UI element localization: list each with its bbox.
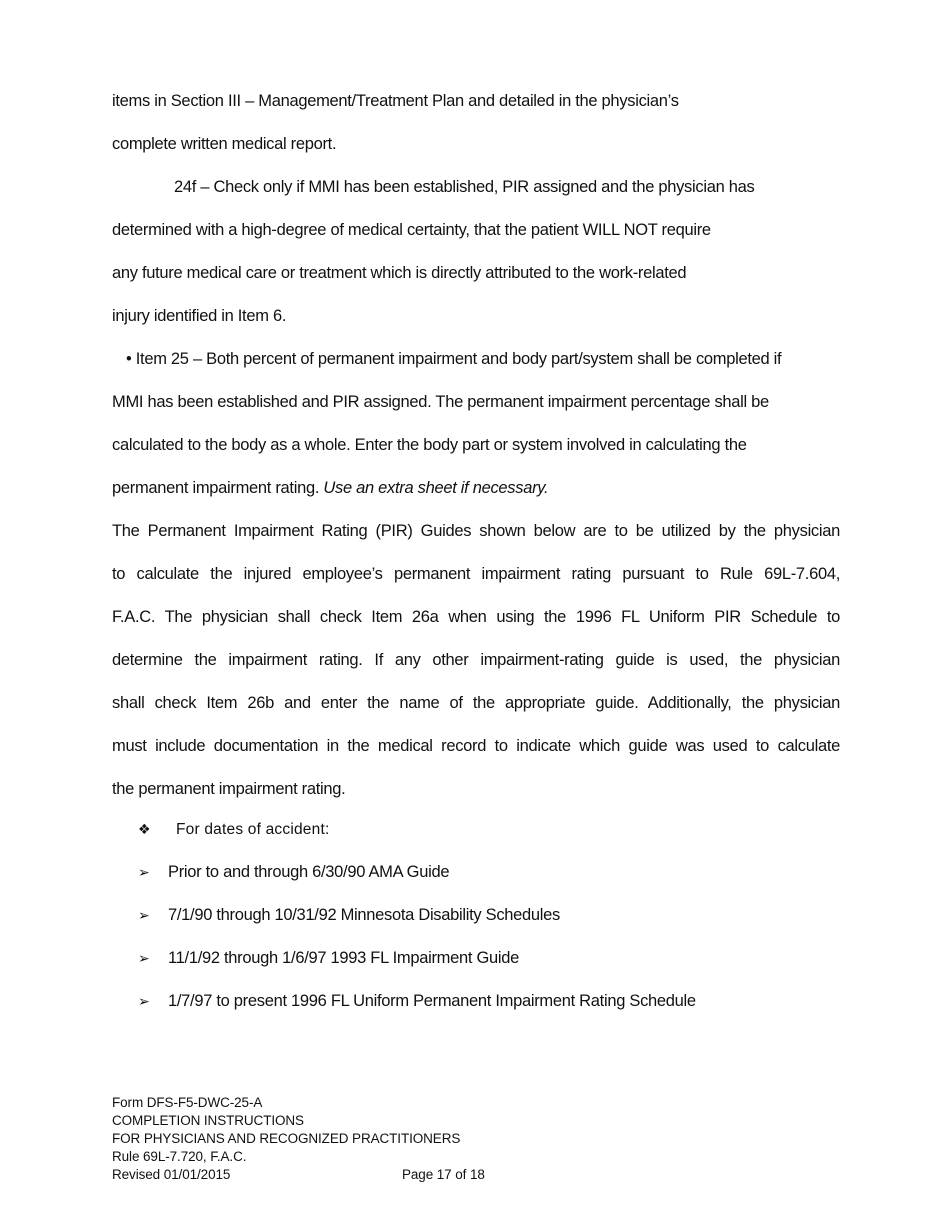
pir-paragraph-line: shall check Item 26b and enter the name of the appropriate guide. Additionally, the physician xyxy=(112,694,840,712)
body-line: injury identified in Item 6. xyxy=(112,307,287,325)
revised-date: Revised 01/01/2015 xyxy=(112,1167,231,1182)
list-item-text: 7/1/90 through 10/31/92 Minnesota Disability Schedules xyxy=(168,906,560,924)
body-line: items in Section III – Management/Treatment Plan and detailed in the physician’s xyxy=(112,92,679,110)
list-item xyxy=(138,937,696,980)
arrow-bullet-icon: ➢ xyxy=(138,864,150,880)
pir-paragraph-line: to calculate the injured employee’s permanent impairment rating pursuant to Rule 69L-7.604, xyxy=(112,565,840,583)
diamond-bullet-icon: ❖ xyxy=(138,821,151,837)
form-number: Form DFS-F5-DWC-25-A xyxy=(112,1095,263,1110)
list-item xyxy=(138,851,696,894)
pir-paragraph-line: The Permanent Impairment Rating (PIR) Guides shown below are to be utilized by the physician xyxy=(112,522,840,540)
pir-paragraph-line: F.A.C. The physician shall check Item 26a when using the 1996 FL Uniform PIR Schedule to xyxy=(112,608,840,626)
footer-rule: Rule 69L-7.720, F.A.C. xyxy=(112,1149,247,1164)
list-item-text: 1/7/97 to present 1996 FL Uniform Permanent Impairment Rating Schedule xyxy=(168,992,696,1010)
body-line: calculated to the body as a whole. Enter the body part or system involved in calculating the xyxy=(112,436,747,454)
body-line xyxy=(112,471,840,514)
list-item-text: Prior to and through 6/30/90 AMA Guide xyxy=(168,863,450,881)
body-line: any future medical care or treatment which is directly attributed to the work-related xyxy=(112,264,687,282)
pir-paragraph-line: must include documentation in the medical record to indicate which guide was used to calculate xyxy=(112,737,840,755)
item-24f-line: 24f – Check only if MMI has been established, PIR assigned and the physician has xyxy=(174,178,755,196)
instructions-body xyxy=(112,84,840,815)
list-item xyxy=(138,980,696,1023)
accident-date-guide-list xyxy=(138,808,696,1023)
list-item xyxy=(138,894,696,937)
arrow-bullet-icon: ➢ xyxy=(138,993,150,1009)
list-heading-text: For dates of accident: xyxy=(176,821,330,838)
body-line: determined with a high-degree of medical certainty, that the patient WILL NOT require xyxy=(112,221,711,239)
body-line: complete written medical report. xyxy=(112,135,337,153)
footer-subtitle: FOR PHYSICIANS AND RECOGNIZED PRACTITIONERS xyxy=(112,1131,461,1146)
body-line: MMI has been established and PIR assigned. The permanent impairment percentage shall be xyxy=(112,393,769,411)
list-item-text: 11/1/92 through 1/6/97 1993 FL Impairment Guide xyxy=(168,949,519,967)
extra-sheet-note: Use an extra sheet if necessary. xyxy=(323,479,549,497)
footer-revision-row xyxy=(112,1166,485,1184)
body-text: permanent impairment rating. xyxy=(112,479,324,497)
arrow-bullet-icon: ➢ xyxy=(138,907,150,923)
pir-paragraph-line: the permanent impairment rating. xyxy=(112,780,346,798)
arrow-bullet-icon: ➢ xyxy=(138,950,150,966)
footer-title: COMPLETION INSTRUCTIONS xyxy=(112,1113,304,1128)
pir-paragraph-line: determine the impairment rating. If any other impairment-rating guide is used, the physician xyxy=(112,651,840,669)
page-number: Page 17 of 18 xyxy=(402,1167,485,1182)
page-footer xyxy=(112,1094,485,1184)
list-heading xyxy=(138,808,696,851)
item-25-line: • Item 25 – Both percent of permanent impairment and body part/system shall be completed if xyxy=(126,350,782,368)
